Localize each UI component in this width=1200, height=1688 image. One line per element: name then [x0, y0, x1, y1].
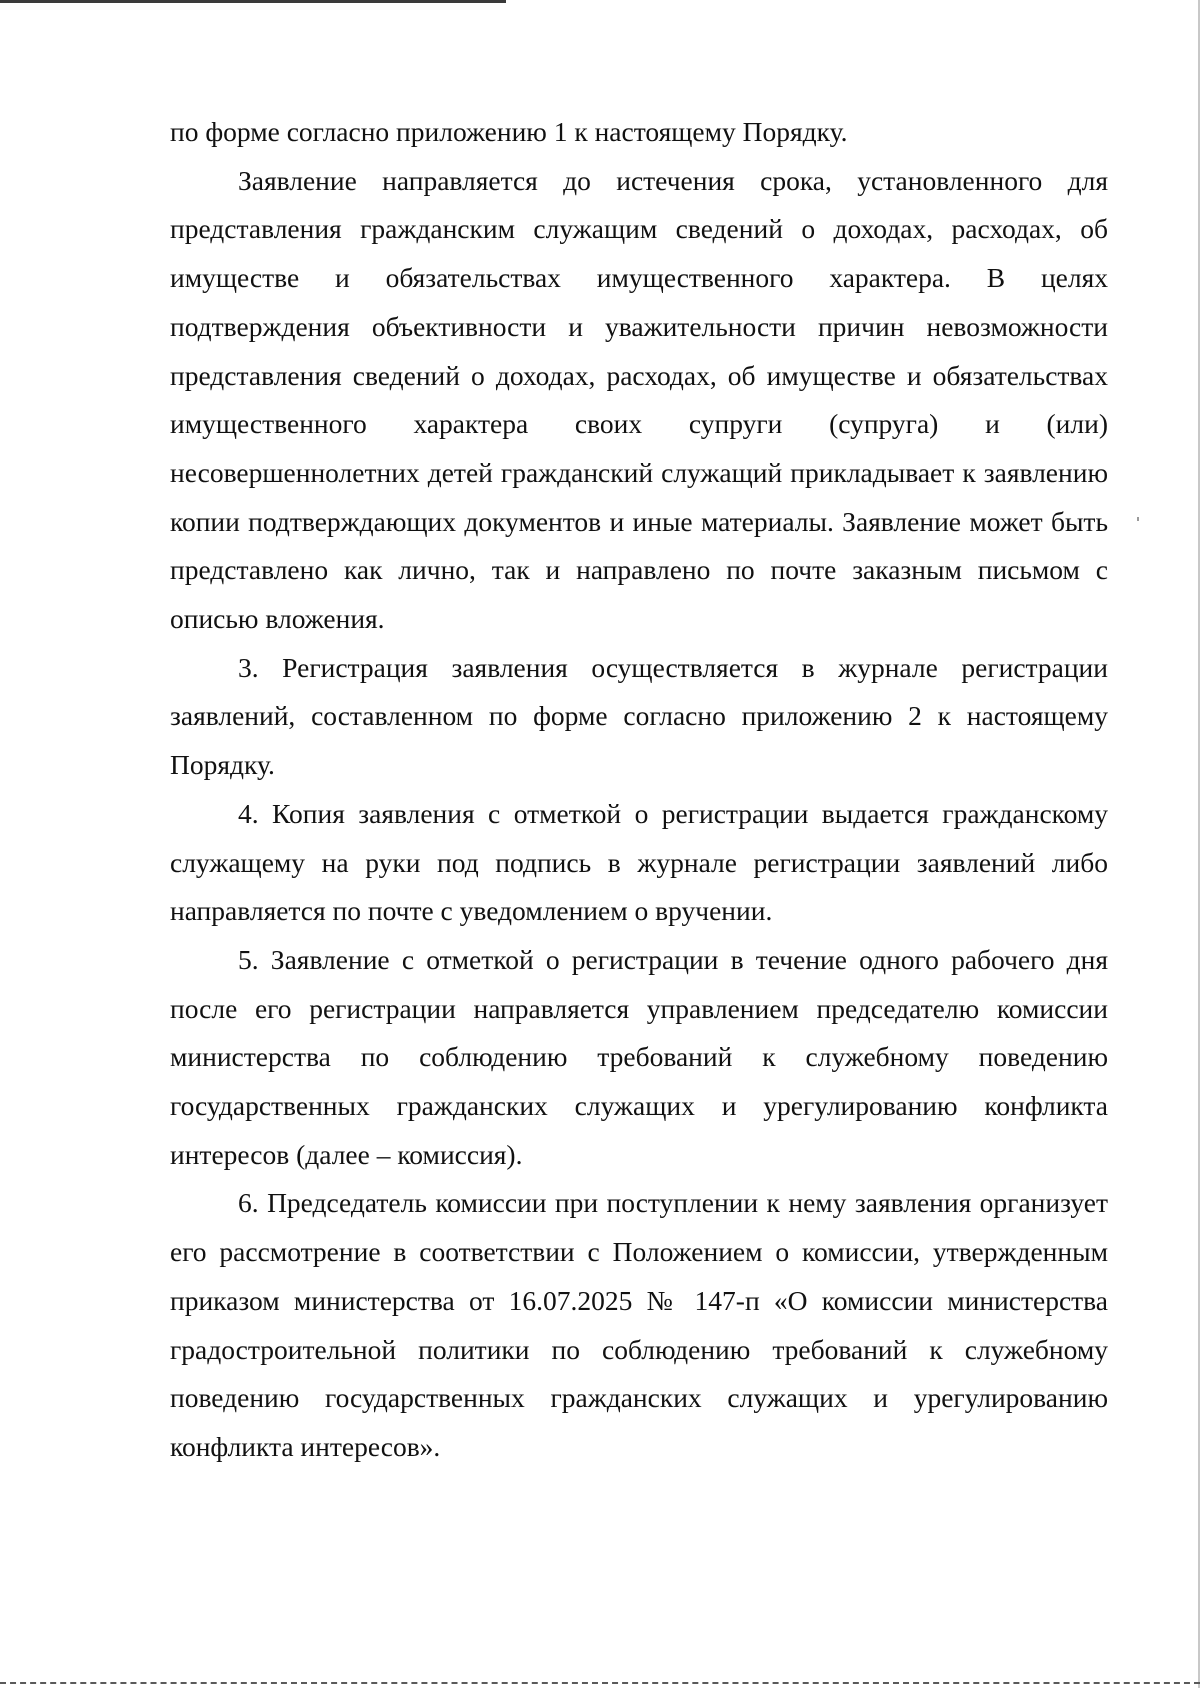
scan-speck — [1137, 517, 1139, 521]
scan-edge-line-bottom — [0, 1682, 1200, 1684]
paragraph-item-6: 6. Председатель комиссии при поступлении к нему заявления организует его рассмотрение в соответствии с Положением о комиссии, утвержденным приказом министерства от 16.07.2025 № 147-п «О комиссии министерства градостроительной политики по соблюдению требований к служебному поведению государственных гражданских служащих и урегулированию конфликта интересов». — [170, 1187, 1108, 1462]
paragraph-item-5: 5. Заявление с отметкой о регистрации в течение одного рабочего дня после его регистрации направляется управлением председателю комиссии министерства по соблюдению требований к служебному поведению государственных гражданских служащих и урегулированию конфликта интересов (далее – комиссия). — [170, 943, 1108, 1170]
paragraph-item-4: 4. Копия заявления с отметкой о регистрации выдается гражданскому служащему на руки под подпись в журнале регистрации заявлений либо направляется по почте с уведомлением о вручении. — [170, 797, 1108, 927]
paragraph-continuation: по форме согласно приложению 1 к настоящему Порядку. — [170, 116, 848, 147]
paragraph-item-3: 3. Регистрация заявления осуществляется в журнале регистрации заявлений, составленном по форме согласно приложению 2 к настоящему Порядку. — [170, 651, 1108, 781]
paragraph-application-deadline: Заявление направляется до истечения срока, установленного для представления гражданским служащим сведений о доходах, расходах, об имуществе и обязательствах имущественного характера. В целях подтверждения объективности и уважительности причин невозможности представления сведений о доходах, расходах, об имуществе и обязательствах имущественного характера своих супруги (супруга) и (или) несовершеннолетних детей гражданский служащий прикладывает к заявлению копии подтверждающих документов и иные материалы. Заявление может быть представлено как лично, так и направлено по почте заказным письмом с описью вложения. — [170, 164, 1108, 635]
scan-edge-line-top — [0, 0, 506, 3]
document-body — [170, 108, 1108, 1472]
